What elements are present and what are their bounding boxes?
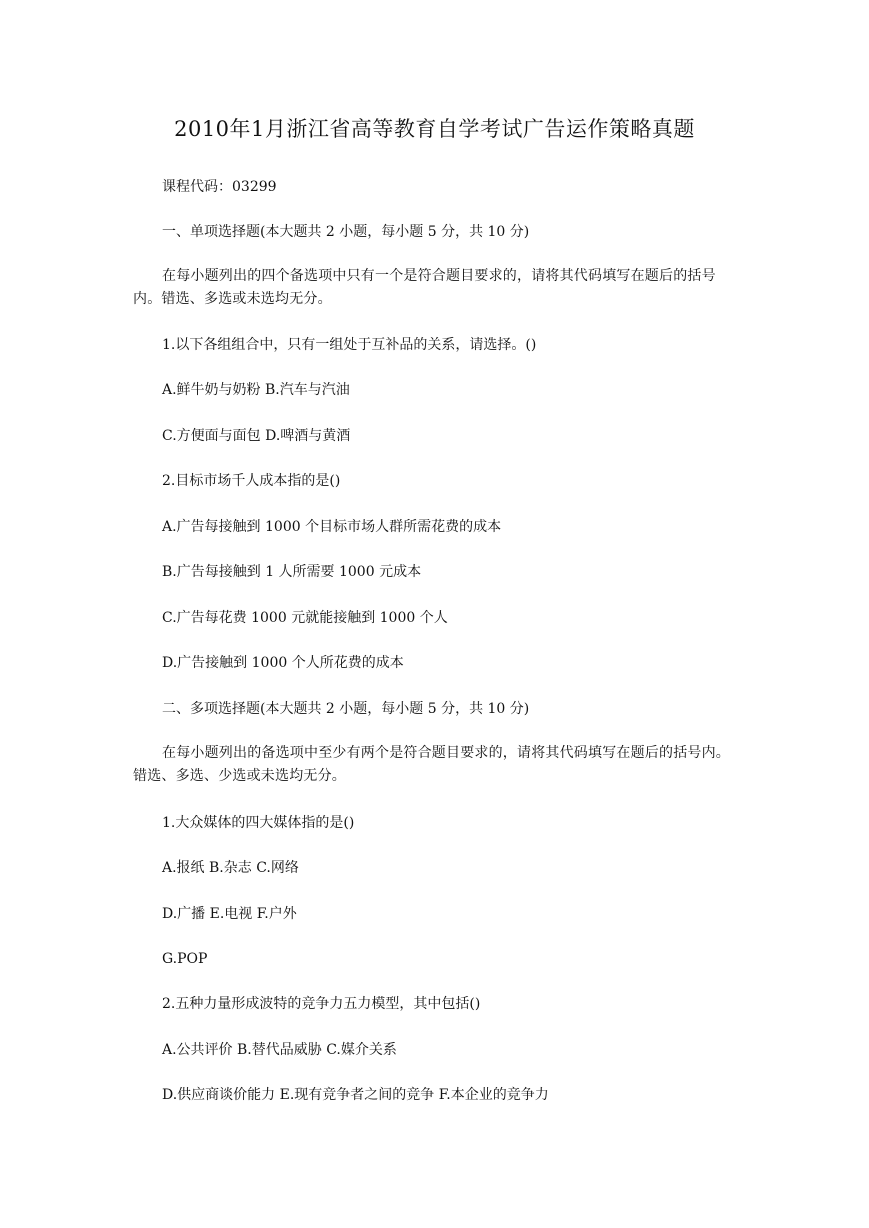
s1-q2-option-b: B.广告每接触到 1 人所需要 1000 元成本 [162, 564, 422, 580]
section2-instruction: 在每小题列出的备选项中至少有两个是符合题目要求的，请将其代码填写在题后的括号内。错选、多选、少选或未选均无分。 [133, 745, 730, 784]
s2-q2-options-line2: D.供应商谈价能力 E.现有竞争者之间的竞争 F.本企业的竞争力 [162, 1087, 549, 1103]
section1-instruction: 在每小题列出的四个备选项中只有一个是符合题目要求的，请将其代码填写在题后的括号内。错选、多选或未选均无分。 [133, 268, 716, 307]
s1-q2-option-c: C.广告每花费 1000 元就能接触到 1000 个人 [162, 610, 448, 626]
s1-q1-stem: 1.以下各组组合中，只有一组处于互补品的关系，请选择。() [162, 337, 537, 353]
course-code: 课程代码：03299 [162, 179, 277, 195]
s2-q1-stem: 1.大众媒体的四大媒体指的是() [162, 815, 355, 831]
s1-q1-options-line2: C.方便面与面包 D.啤酒与黄酒 [162, 428, 351, 444]
s2-q1-options-line1: A.报纸 B.杂志 C.网络 [162, 860, 299, 876]
section1-heading: 一、单项选择题(本大题共 2 小题，每小题 5 分，共 10 分) [162, 224, 530, 240]
section2-heading: 二、多项选择题(本大题共 2 小题，每小题 5 分，共 10 分) [162, 701, 530, 717]
document-title: 2010年1月浙江省高等教育自学考试广告运作策略真题 [174, 117, 695, 141]
s2-q2-stem: 2.五种力量形成波特的竞争力五力模型，其中包括() [162, 996, 481, 1012]
s2-q1-options-line3: G.POP [162, 951, 208, 967]
s1-q2-stem: 2.目标市场千人成本指的是() [162, 473, 341, 489]
s2-q2-options-line1: A.公共评价 B.替代品威胁 C.媒介关系 [162, 1042, 397, 1058]
s2-q1-options-line2: D.广播 E.电视 F.户外 [162, 906, 297, 922]
s1-q2-option-d: D.广告接触到 1000 个人所花费的成本 [162, 655, 404, 671]
s1-q2-option-a: A.广告每接触到 1000 个目标市场人群所需花费的成本 [162, 519, 502, 535]
s1-q1-options-line1: A.鲜牛奶与奶粉 B.汽车与汽油 [162, 382, 350, 398]
